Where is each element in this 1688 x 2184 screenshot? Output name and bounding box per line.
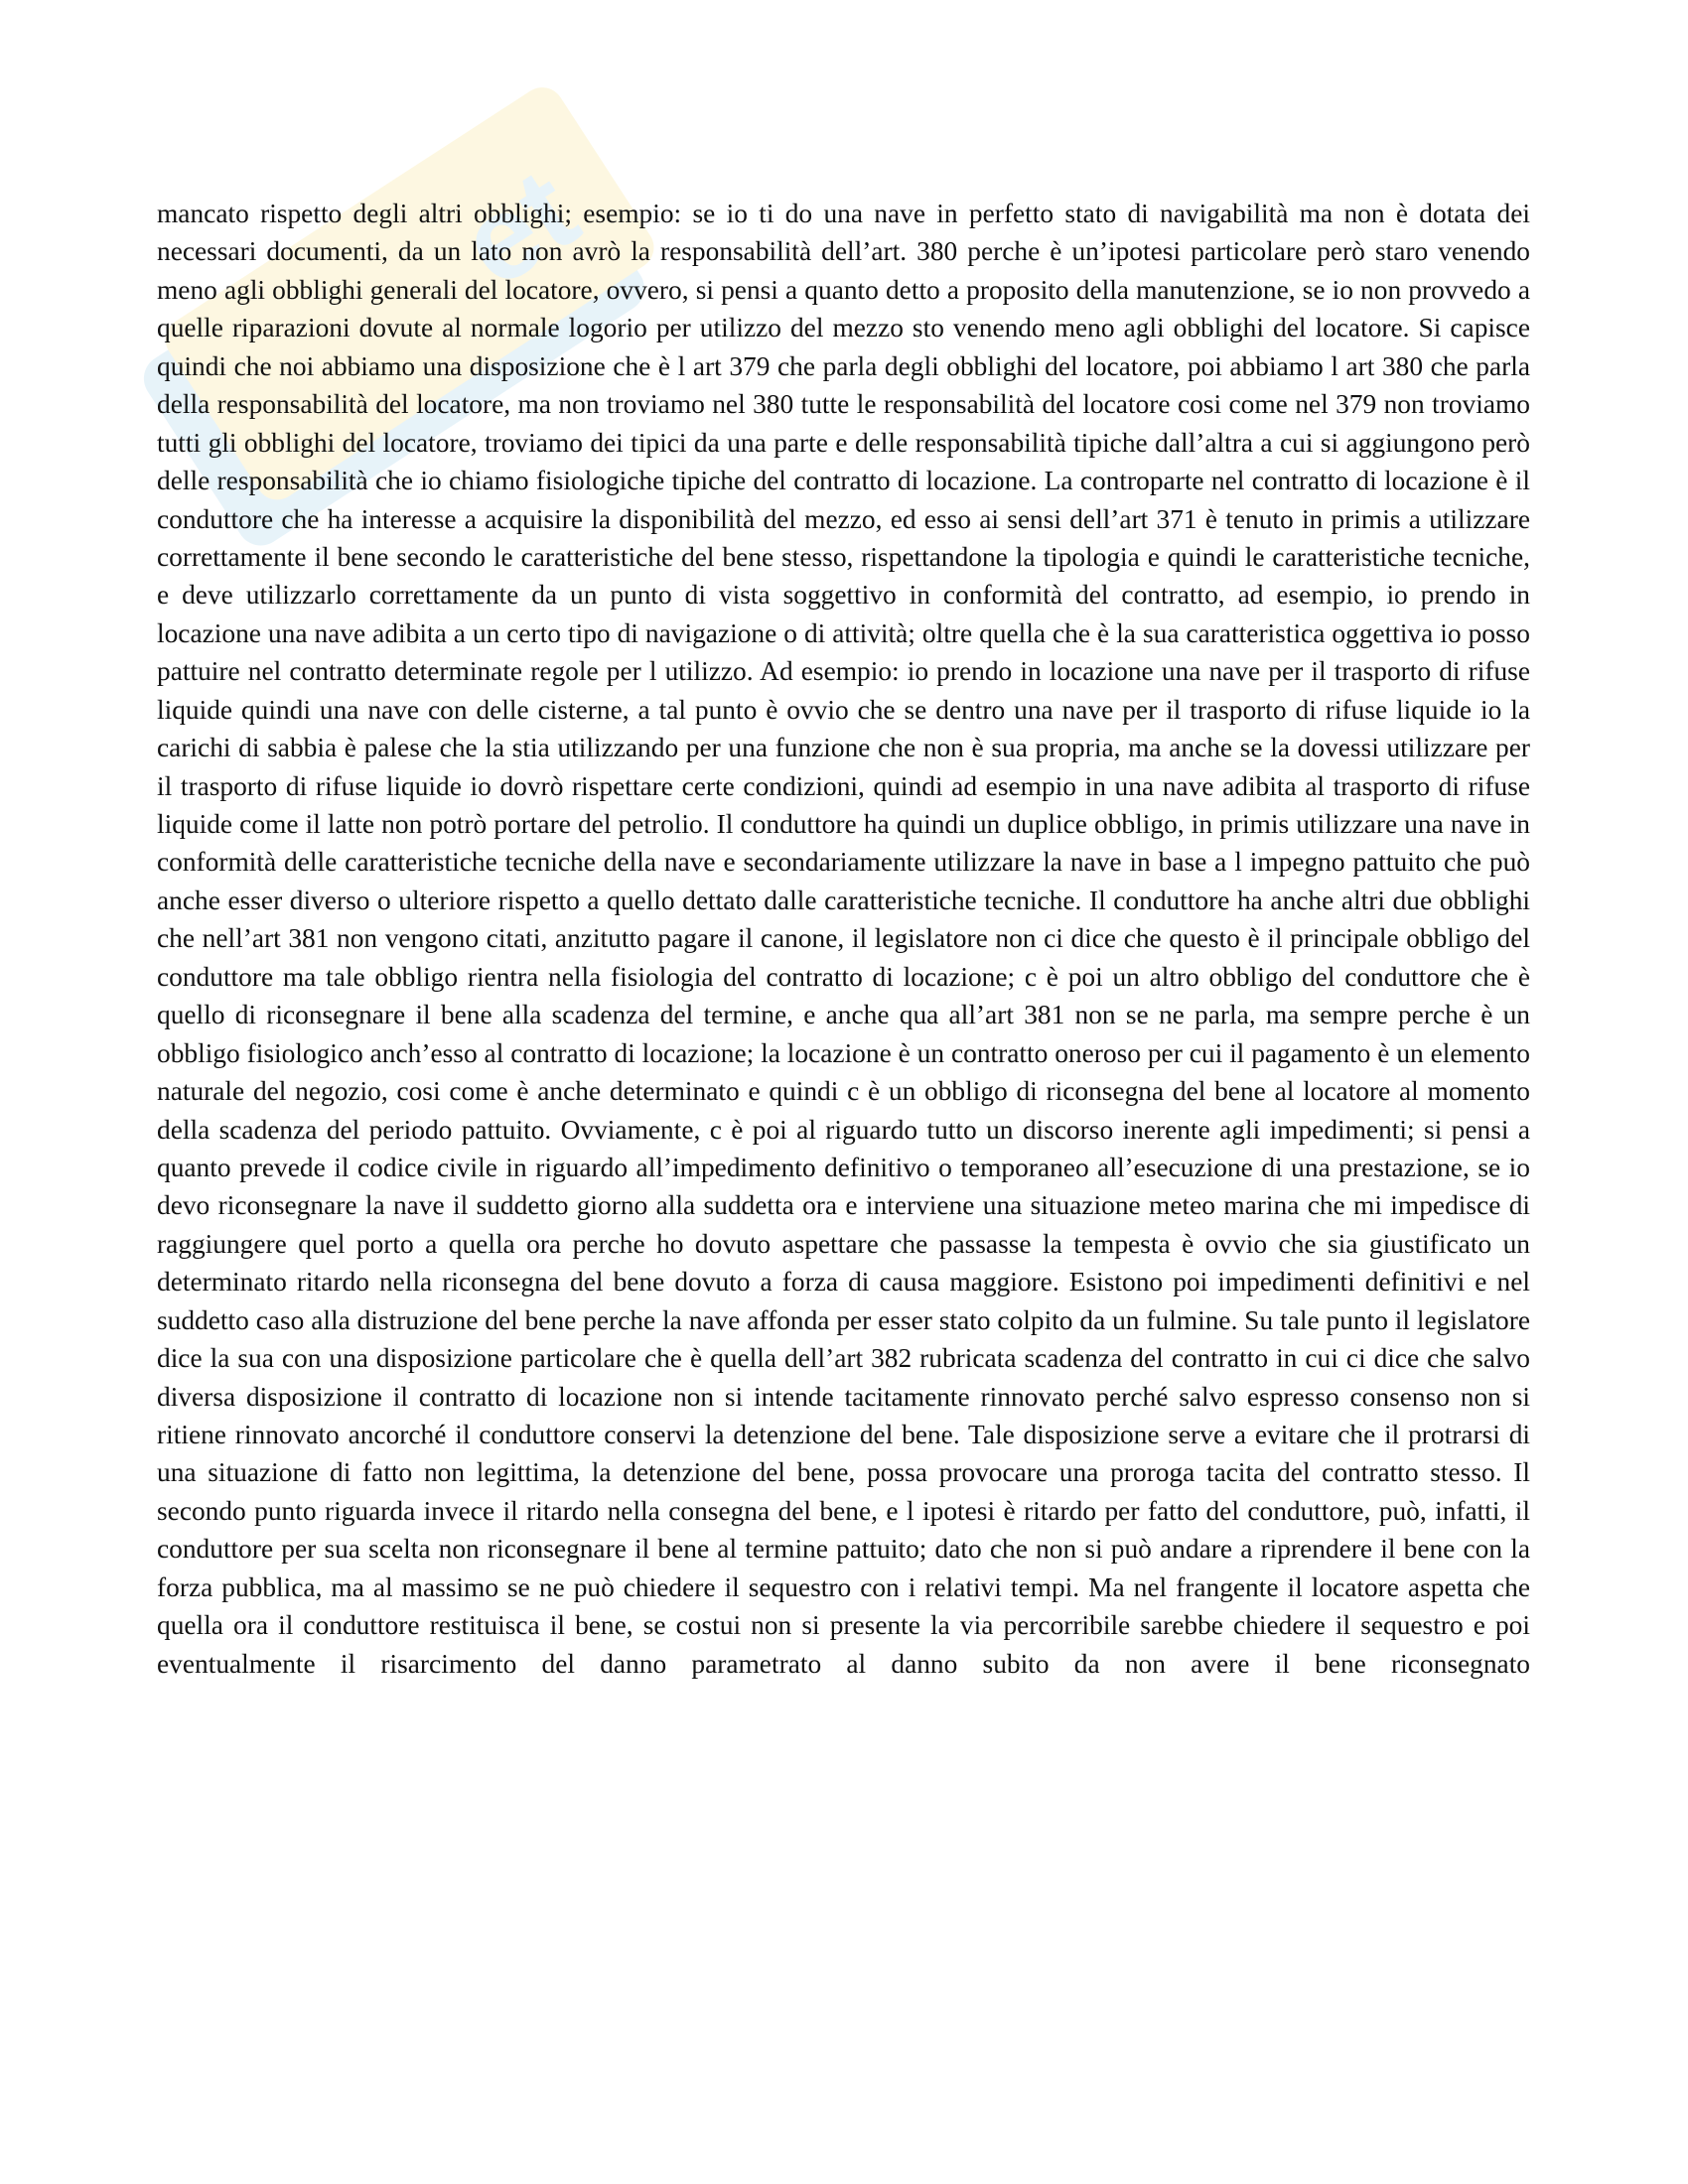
watermark-text: et <box>438 142 600 313</box>
body-paragraph: mancato rispetto degli altri obblighi; esempio: se io ti do una nave in perfetto stato di navigabilità ma non è dotata dei necessari documenti, da un lato non avrò la responsabilità dell’art. 380 perche è un’ipotesi particolare però staro venendo meno agli obblighi generali del locatore, ovvero, si pensi a quanto detto a proposito della manutenzione, se io non provvedo a quelle riparazioni dovute al normale logorio per utilizzo del mezzo sto venendo meno agli obblighi del locatore. Si capisce quindi che noi abbiamo una disposizione che è l art 379 che parla degli obblighi del locatore, poi abbiamo l art 380 che parla della responsabilità del locatore, ma non troviamo nel 380 tutte le responsabilità del locatore cosi come nel 379 non troviamo tutti gli obblighi del locatore, troviamo dei tipici da una parte e delle responsabilità tipiche dall’altra a cui si aggiungono però delle responsabilità che io chiamo fisiologiche tipiche del contratto di locazione. La controparte nel contratto di locazione è il conduttore che ha interesse a acquisire la disponibilità del mezzo, ed esso ai sensi dell’art 371 è tenuto in primis a utilizzare correttamente il bene secondo le caratteristiche del bene stesso, rispettandone la tipologia e quindi le caratteristiche tecniche, e deve utilizzarlo correttamente da un punto di vista soggettivo in conformità del contratto, ad esempio, io prendo in locazione una nave adibita a un certo tipo di navigazione o di attività; oltre quella che è la sua caratteristica oggettiva io posso pattuire nel contratto determinate regole per l utilizzo. Ad esempio: io prendo in locazione una nave per il trasporto di rifuse liquide quindi una nave con delle cisterne, a tal punto è ovvio che se dentro una nave per il trasporto di rifuse liquide io la carichi di sabbia è palese che la stia utilizzando per una funzione che non è sua propria, ma anche se la dovessi utilizzare per il trasporto di rifuse liquide io dovrò rispettare certe condizioni, quindi ad esempio in una nave adibita al trasporto di rifuse liquide come il latte non potrò portare del petrolio. Il conduttore ha quindi un duplice obbligo, in primis utilizzare una nave in conformità delle caratteristiche tecniche della nave e secondariamente utilizzare la nave in base a l impegno pattuito che può anche esser diverso o ulteriore rispetto a quello dettato dalle caratteristiche tecniche. Il conduttore ha anche altri due obblighi che nell’art 381 non vengono citati, anzitutto pagare il canone, il legislatore non ci dice che questo è il principale obbligo del conduttore ma tale obbligo rientra nella fisiologia del contratto di locazione; c è poi un altro obbligo del conduttore che è quello di riconsegnare il bene alla scadenza del termine, e anche qua all’art 381 non se ne parla, ma sempre perche è un obbligo fisiologico anch’esso al contratto di locazione; la locazione è un contratto oneroso per cui il pagamento è un elemento naturale del negozio, cosi come è anche determinato e quindi c è un obbligo di riconsegna del bene al locatore al momento della scadenza del periodo pattuito. Ovviamente, c è poi al riguardo tutto un discorso inerente agli impedimenti; si pensi a quanto prevede il codice civile in riguardo all’impedimento definitivo o temporaneo all’esecuzione di una prestazione, se io devo riconsegnare la nave il suddetto giorno alla suddetta ora e interviene una situazione meteo marina che mi impedisce di raggiungere quel porto a quella ora perche ho dovuto aspettare che passasse la tempesta è ovvio che sia giustificato un determinato ritardo nella riconsegna del bene dovuto a forza di causa maggiore. Esistono poi impedimenti definitivi e nel suddetto caso alla distruzione del bene perche la nave affonda per esser stato colpito da un fulmine. Su tale punto il legislatore dice la sua con una disposizione particolare che è quella dell’art 382 rubricata scadenza del contratto in cui ci dice che salvo diversa disposizione il contratto di locazione non si intende tacitamente rinnovato perché salvo espresso consenso non si ritiene rinnovato ancorché il conduttore conservi la detenzione del bene. Tale disposizione serve a evitare che il protrarsi di una situazione di fatto non legittima, la detenzione del bene, possa provocare una proroga tacita del contratto stesso. Il secondo punto riguarda invece il ritardo nella consegna del bene, e l ipotesi è ritardo per fatto del conduttore, può, infatti, il conduttore per sua scelta non riconsegnare il bene al termine pattuito; dato che non si può andare a riprendere il bene con la forza pubblica, ma al massimo se ne può chiedere il sequestro con i relativi tempi. Ma nel frangente il locatore aspetta che quella ora il conduttore restituisca il bene, se costui non si presente la via percorribile sarebbe chiedere il sequestro e poi eventualmente il risarcimento del danno parametrato al danno subito da non avere il bene riconsegnato <box>157 199 1530 1679</box>
